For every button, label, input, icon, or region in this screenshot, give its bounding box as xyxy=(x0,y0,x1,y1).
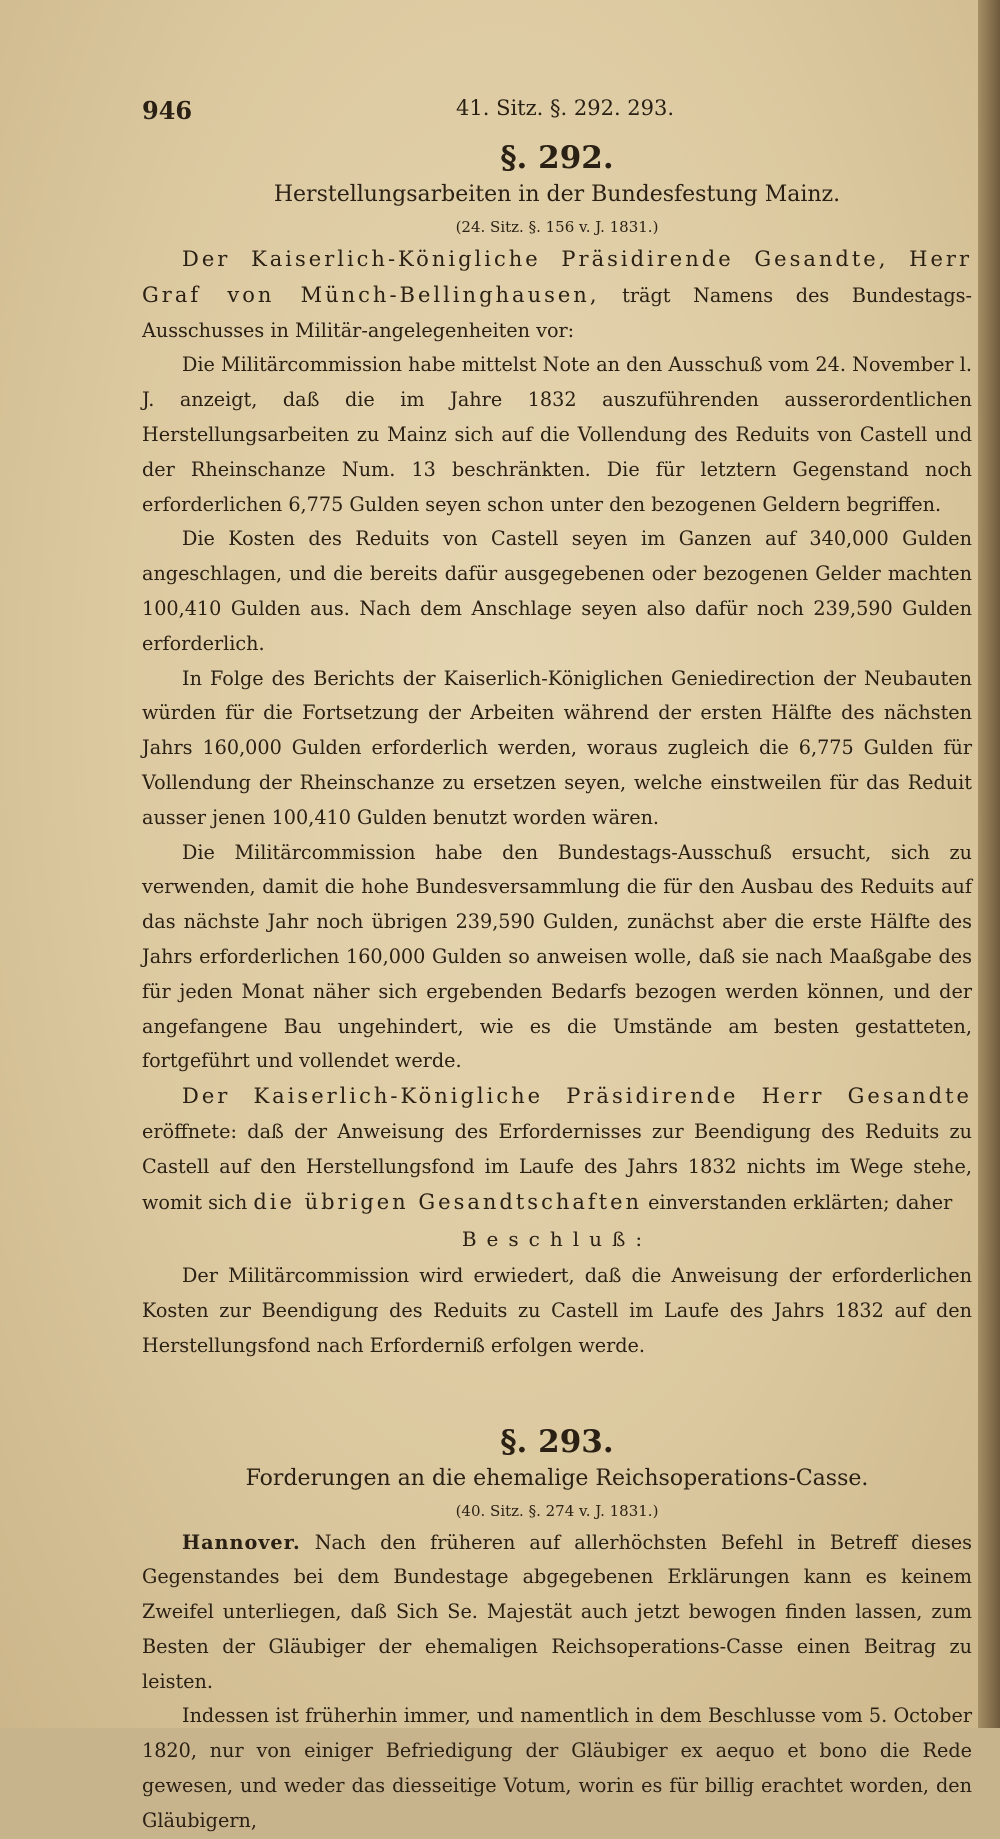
paragraph-text: trägt Namens des Bundestags-Ausschusses in Militär-angelegenheiten vor: xyxy=(142,283,972,342)
section-292-paragraph-5: Die Militärcommission habe den Bundestags-Ausschuß ersucht, sich zu verwenden, damit die hohe Bundesversammlung die für den Ausbau des Reduits auf das nächste Jahr noch übrigen 239,590 Gulden, zunächst aber die erste Hälfte des Jahrs erforderlichen 160,000 Gulden so anweisen wolle, daß sie nach Maaßgabe des für jeden Monat näher sich ergebenden Bedarfs bezogen werden können, und der angefangene Bau ungehindert, wie es die Umstände am besten gestatteten, fortgeführt und vollendet werde. xyxy=(142,840,972,1073)
section-292-reference: (24. Sitz. §. 156 v. J. 1831.) xyxy=(455,218,659,236)
section-292-paragraph-1 xyxy=(142,242,972,348)
page-number: 946 xyxy=(142,96,193,125)
paragraph-text: einverstanden erklärten; daher xyxy=(648,1190,953,1214)
paragraph-text: Nach den früheren auf allerhöchsten Befehl in Betreff dieses Gegenstandes bei dem Bundestage abgegebenen Erklärungen kann es keinem Zweifel unterliegen, daß Sich Se. Majestät auch jetzt bewogen finden lassen, zum Besten der Gläubiger der ehemaligen Reichsoperations-Casse einen Beitrag zu leisten. xyxy=(142,1530,972,1693)
section-292-subtitle: Herstellungsarbeiten in der Bundesfestung Mainz. xyxy=(273,182,841,207)
section-292-paragraph-3: Die Kosten des Reduits von Castell seyen im Ganzen auf 340,000 Gulden angeschlagen, und die bereits dafür ausgegebenen oder bezogenen Gelder machten 100,410 Gulden aus. Nach dem Anschlage seyen also dafür noch 239,590 Gulden erforderlich. xyxy=(142,527,972,655)
running-head: 41. Sitz. §. 292. 293. xyxy=(456,96,675,120)
page-header xyxy=(142,96,972,126)
page-content xyxy=(142,138,972,1839)
section-292-paragraph-4: In Folge des Berichts der Kaiserlich-Königlichen Geniedirection der Neubauten würden für die Fortsetzung der Arbeiten während der ersten Hälfte des nächsten Jahrs 160,000 Gulden erforderlich werden, woraus zugleich die 6,775 Gulden für Vollendung der Rheinschanze zu ersetzen seyen, welche einstweilen für das Reduit ausser jenen 100,410 Gulden benutzt worden wären. xyxy=(142,666,972,829)
beschluss-paragraph: Der Militärcommission wird erwiedert, daß die Anweisung der erforderlichen Kosten zur Beendigung des Reduits zu Castell im Laufe des Jahrs 1832 auf den Herstellungsfond nach Erforderniß erfolgen werde. xyxy=(142,1264,972,1357)
beschluss-heading: Beschluß: xyxy=(461,1227,653,1252)
section-293-reference: (40. Sitz. §. 274 v. J. 1831.) xyxy=(455,1501,659,1520)
page-edge-shadow xyxy=(978,0,1000,1728)
section-292-paragraph-2: Die Militärcommission habe mittelst Note an den Ausschuß vom 24. November l. J. anzeigt, daß die im Jahre 1832 auszuführenden ausserordentlichen Herstellungsarbeiten zu Mainz sich auf die Vollendung des Reduits von Castell und der Rheinschanze Num. 13 beschränkten. Die für letztern Gegenstand noch erforderlichen 6,775 Gulden seyen schon unter den bezogenen Geldern begriffen. xyxy=(142,353,972,516)
section-293-paragraph-1 xyxy=(142,1526,972,1700)
speaker-name: Der Kaiserlich-Königliche Präsidirende Herr Gesandte xyxy=(182,1084,972,1109)
section-spacer xyxy=(142,1364,972,1422)
section-293-paragraph-2: Indessen ist früherhin immer, und namentlich in dem Beschlusse vom 5. October 1820, nur von einiger Befriedigung der Gläubiger ex aequo et bono die Rede gewesen, und weder das diesseitige Votum, worin es für billig erachtet worden, den Gläubigern, xyxy=(142,1704,972,1832)
paragraph-text: eröffnete: daß der Anweisung des Erfordernisses zur Beendigung des Reduits zu Castell auf den Herstellungsfond im Laufe des Jahrs 1832 nichts im Wege stehe, womit sich xyxy=(142,1119,972,1214)
section-293-subtitle: Forderungen an die ehemalige Reichsoperations-Casse. xyxy=(245,1465,869,1491)
emphasized-text: die übrigen Gesandtschaften xyxy=(253,1189,643,1214)
section-292-title: §. 292. xyxy=(500,140,614,176)
speaker-name: Hannover. xyxy=(182,1530,301,1554)
section-293-title: §. 293. xyxy=(500,1423,614,1460)
section-292-paragraph-6 xyxy=(142,1079,972,1220)
speaker-name: Der Kaiserlich-Königliche Präsidirende Gesandte, Herr Graf von Münch-Bellinghausen, xyxy=(142,247,972,307)
